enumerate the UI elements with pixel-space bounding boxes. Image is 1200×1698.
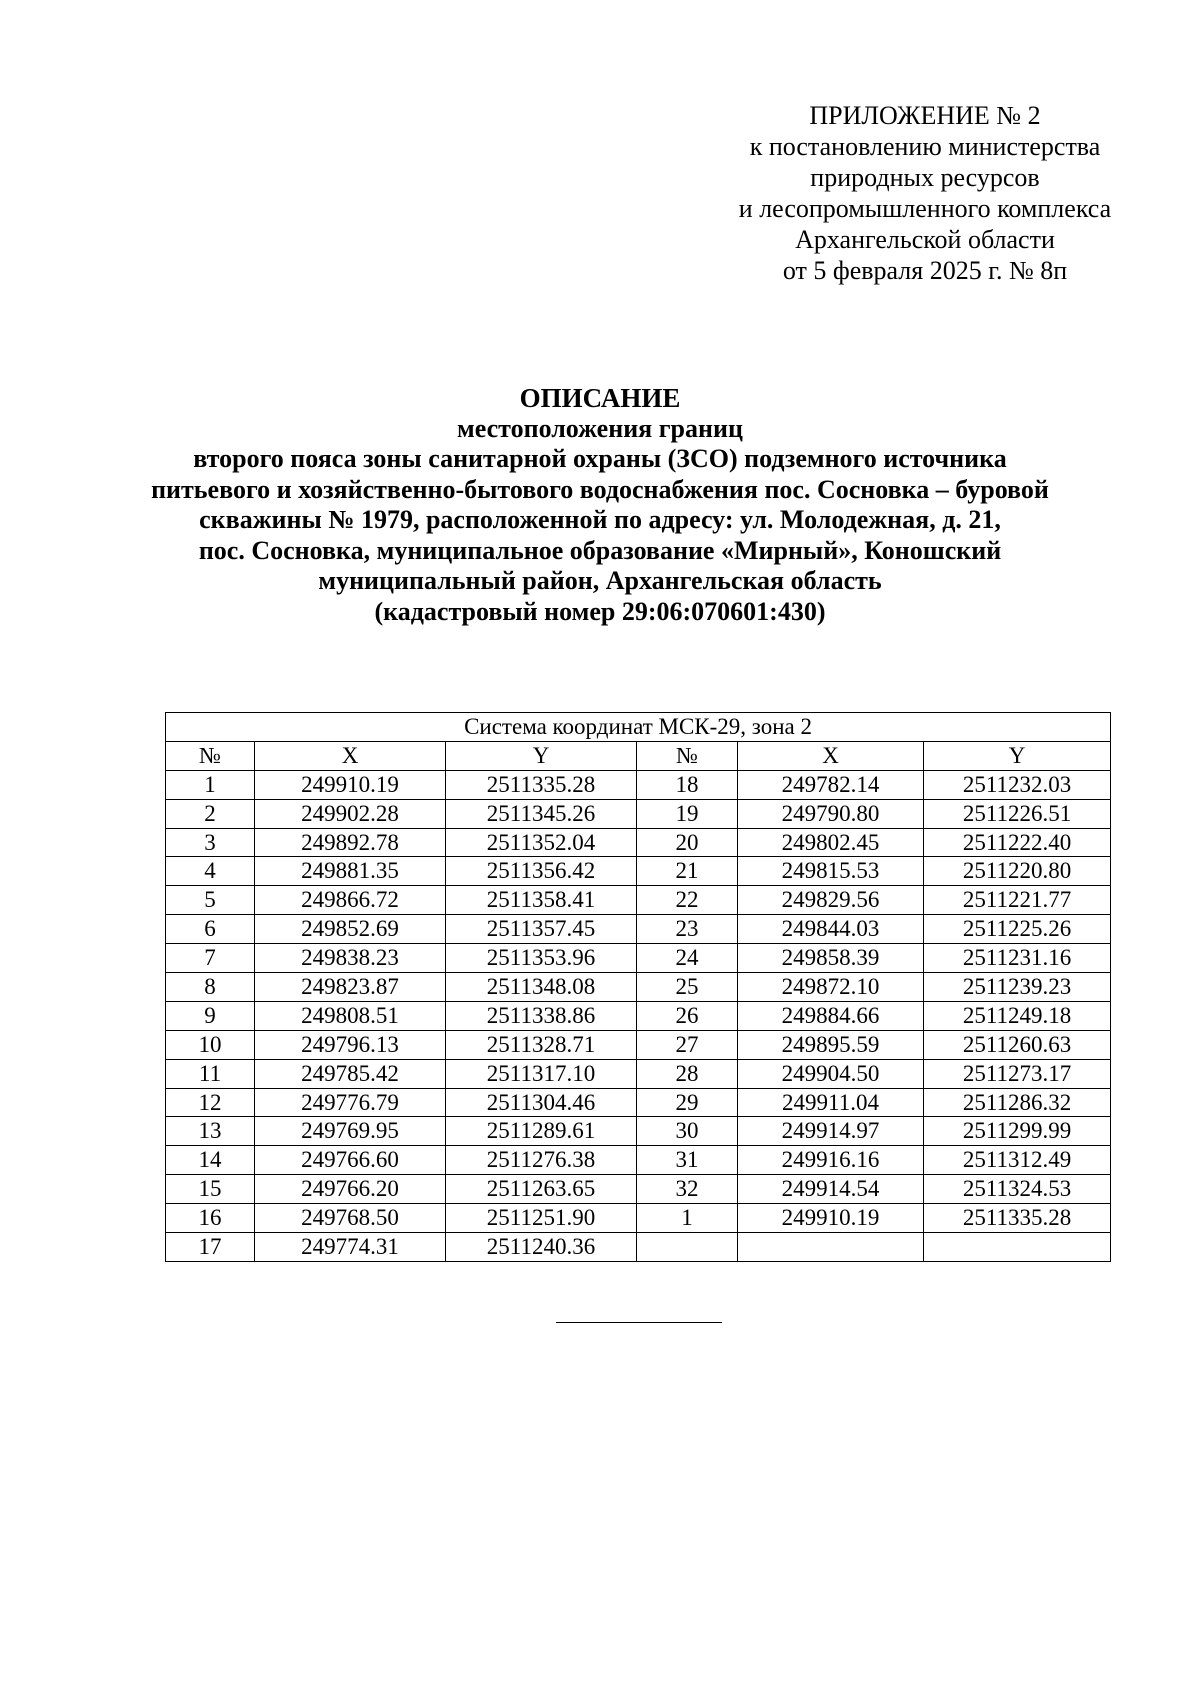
x-coordinate-cell: 249866.72	[255, 886, 446, 915]
title-line: скважины № 1979, расположенной по адресу: ул. Молодежная, д. 21,	[199, 505, 1001, 534]
point-number-cell: 28	[637, 1059, 738, 1088]
x-coordinate-cell: 249910.19	[255, 770, 446, 799]
y-coordinate-cell: 2511226.51	[924, 799, 1111, 828]
point-number-cell: 5	[166, 886, 255, 915]
point-number-cell: 29	[637, 1088, 738, 1117]
y-coordinate-cell: 2511289.61	[446, 1117, 637, 1146]
x-coordinate-cell: 249916.16	[738, 1146, 924, 1175]
x-coordinate-cell: 249881.35	[255, 857, 446, 886]
table-row	[166, 1117, 1111, 1146]
appendix-line: Архангельской области	[795, 225, 1055, 254]
table-row	[166, 770, 1111, 799]
y-coordinate-cell: 2511240.36	[446, 1233, 637, 1262]
y-coordinate-cell: 2511249.18	[924, 1001, 1111, 1030]
point-number-cell: 23	[637, 915, 738, 944]
column-header-x: X	[738, 741, 924, 770]
y-coordinate-cell: 2511324.53	[924, 1175, 1111, 1204]
point-number-cell: 19	[637, 799, 738, 828]
y-coordinate-cell: 2511222.40	[924, 828, 1111, 857]
y-coordinate-cell: 2511335.28	[924, 1204, 1111, 1233]
x-coordinate-cell: 249769.95	[255, 1117, 446, 1146]
x-coordinate-cell: 249892.78	[255, 828, 446, 857]
table-row	[166, 1175, 1111, 1204]
point-number-cell: 13	[166, 1117, 255, 1146]
table-row	[166, 886, 1111, 915]
x-coordinate-cell: 249768.50	[255, 1204, 446, 1233]
y-coordinate-cell: 2511299.99	[924, 1117, 1111, 1146]
y-coordinate-cell: 2511276.38	[446, 1146, 637, 1175]
y-coordinate-cell: 2511221.77	[924, 886, 1111, 915]
table-row	[166, 1059, 1111, 1088]
x-coordinate-cell: 249823.87	[255, 973, 446, 1002]
table-row	[166, 1146, 1111, 1175]
table-header-row	[166, 741, 1111, 770]
y-coordinate-cell: 2511263.65	[446, 1175, 637, 1204]
y-coordinate-cell: 2511231.16	[924, 944, 1111, 973]
appendix-header	[720, 100, 1130, 286]
x-coordinate-cell	[738, 1233, 924, 1262]
x-coordinate-cell: 249766.60	[255, 1146, 446, 1175]
table-row	[166, 915, 1111, 944]
table-body	[166, 770, 1111, 1261]
table-row	[166, 828, 1111, 857]
point-number-cell: 10	[166, 1030, 255, 1059]
x-coordinate-cell: 249910.19	[738, 1204, 924, 1233]
table-caption-row	[166, 713, 1111, 742]
point-number-cell: 25	[637, 973, 738, 1002]
point-number-cell: 6	[166, 915, 255, 944]
table-row	[166, 857, 1111, 886]
point-number-cell: 30	[637, 1117, 738, 1146]
x-coordinate-cell: 249838.23	[255, 944, 446, 973]
y-coordinate-cell: 2511328.71	[446, 1030, 637, 1059]
point-number-cell: 32	[637, 1175, 738, 1204]
y-coordinate-cell: 2511348.08	[446, 973, 637, 1002]
x-coordinate-cell: 249902.28	[255, 799, 446, 828]
y-coordinate-cell: 2511338.86	[446, 1001, 637, 1030]
coordinate-system-caption: Система координат МСК-29, зона 2	[166, 713, 1111, 742]
point-number-cell	[637, 1233, 738, 1262]
point-number-cell: 11	[166, 1059, 255, 1088]
y-coordinate-cell: 2511356.42	[446, 857, 637, 886]
column-header-number: №	[637, 741, 738, 770]
x-coordinate-cell: 249782.14	[738, 770, 924, 799]
title-line: пос. Сосновка, муниципальное образование «Мирный», Коношский	[198, 535, 1002, 565]
point-number-cell: 3	[166, 828, 255, 857]
point-number-cell: 8	[166, 973, 255, 1002]
point-number-cell: 2	[166, 799, 255, 828]
x-coordinate-cell: 249785.42	[255, 1059, 446, 1088]
point-number-cell: 18	[637, 770, 738, 799]
y-coordinate-cell: 2511273.17	[924, 1059, 1111, 1088]
x-coordinate-cell: 249852.69	[255, 915, 446, 944]
table-row	[166, 799, 1111, 828]
x-coordinate-cell: 249766.20	[255, 1175, 446, 1204]
column-header-y: Y	[446, 741, 637, 770]
y-coordinate-cell: 2511232.03	[924, 770, 1111, 799]
point-number-cell: 9	[166, 1001, 255, 1030]
x-coordinate-cell: 249904.50	[738, 1059, 924, 1088]
table-row	[166, 1204, 1111, 1233]
y-coordinate-cell: 2511251.90	[446, 1204, 637, 1233]
appendix-title: ПРИЛОЖЕНИЕ № 2	[809, 101, 1041, 130]
y-coordinate-cell: 2511225.26	[924, 915, 1111, 944]
x-coordinate-cell: 249776.79	[255, 1088, 446, 1117]
cadastral-number: (кадастровый номер 29:06:070601:430)	[374, 596, 826, 626]
title-line: второго пояса зоны санитарной охраны (ЗСО) подземного источника	[193, 444, 1007, 473]
appendix-line: природных ресурсов	[810, 163, 1040, 192]
title-line: питьевого и хозяйственно-бытового водоснабжения пос. Сосновка – буровой	[151, 474, 1049, 504]
table-row	[166, 1001, 1111, 1030]
column-header-x: X	[255, 741, 446, 770]
point-number-cell: 1	[166, 770, 255, 799]
x-coordinate-cell: 249774.31	[255, 1233, 446, 1262]
point-number-cell: 4	[166, 857, 255, 886]
point-number-cell: 27	[637, 1030, 738, 1059]
y-coordinate-cell: 2511239.23	[924, 973, 1111, 1002]
y-coordinate-cell: 2511220.80	[924, 857, 1111, 886]
y-coordinate-cell: 2511286.32	[924, 1088, 1111, 1117]
appendix-line: и лесопромышленного комплекса	[738, 194, 1112, 223]
table-row	[166, 1030, 1111, 1059]
coordinates-table	[165, 712, 1111, 1262]
y-coordinate-cell: 2511260.63	[924, 1030, 1111, 1059]
table-row	[166, 1233, 1111, 1262]
column-header-number: №	[166, 741, 255, 770]
y-coordinate-cell: 2511317.10	[446, 1059, 637, 1088]
y-coordinate-cell: 2511304.46	[446, 1088, 637, 1117]
point-number-cell: 24	[637, 944, 738, 973]
point-number-cell: 7	[166, 944, 255, 973]
end-divider	[556, 1322, 722, 1323]
point-number-cell: 21	[637, 857, 738, 886]
table-row	[166, 1088, 1111, 1117]
x-coordinate-cell: 249895.59	[738, 1030, 924, 1059]
x-coordinate-cell: 249802.45	[738, 828, 924, 857]
column-header-y: Y	[924, 741, 1111, 770]
x-coordinate-cell: 249914.97	[738, 1117, 924, 1146]
point-number-cell: 15	[166, 1175, 255, 1204]
x-coordinate-cell: 249884.66	[738, 1001, 924, 1030]
y-coordinate-cell: 2511357.45	[446, 915, 637, 944]
y-coordinate-cell: 2511358.41	[446, 886, 637, 915]
document-main-title: ОПИСАНИЕ	[519, 383, 681, 413]
y-coordinate-cell: 2511312.49	[924, 1146, 1111, 1175]
table-row	[166, 973, 1111, 1002]
title-line: местоположения границ	[457, 413, 743, 443]
point-number-cell: 12	[166, 1088, 255, 1117]
x-coordinate-cell: 249872.10	[738, 973, 924, 1002]
y-coordinate-cell: 2511345.26	[446, 799, 637, 828]
point-number-cell: 1	[637, 1204, 738, 1233]
x-coordinate-cell: 249790.80	[738, 799, 924, 828]
x-coordinate-cell: 249911.04	[738, 1088, 924, 1117]
x-coordinate-cell: 249829.56	[738, 886, 924, 915]
appendix-date: от 5 февраля 2025 г. № 8п	[782, 256, 1068, 285]
point-number-cell: 14	[166, 1146, 255, 1175]
y-coordinate-cell: 2511335.28	[446, 770, 637, 799]
point-number-cell: 31	[637, 1146, 738, 1175]
x-coordinate-cell: 249808.51	[255, 1001, 446, 1030]
appendix-line: к постановлению министерства	[749, 132, 1101, 161]
point-number-cell: 22	[637, 886, 738, 915]
x-coordinate-cell: 249858.39	[738, 944, 924, 973]
x-coordinate-cell: 249914.54	[738, 1175, 924, 1204]
x-coordinate-cell: 249815.53	[738, 857, 924, 886]
point-number-cell: 20	[637, 828, 738, 857]
y-coordinate-cell	[924, 1233, 1111, 1262]
point-number-cell: 17	[166, 1233, 255, 1262]
y-coordinate-cell: 2511353.96	[446, 944, 637, 973]
x-coordinate-cell: 249796.13	[255, 1030, 446, 1059]
title-line: муниципальный район, Архангельская область	[318, 566, 882, 595]
x-coordinate-cell: 249844.03	[738, 915, 924, 944]
point-number-cell: 26	[637, 1001, 738, 1030]
document-title	[100, 383, 1100, 627]
table-row	[166, 944, 1111, 973]
point-number-cell: 16	[166, 1204, 255, 1233]
y-coordinate-cell: 2511352.04	[446, 828, 637, 857]
